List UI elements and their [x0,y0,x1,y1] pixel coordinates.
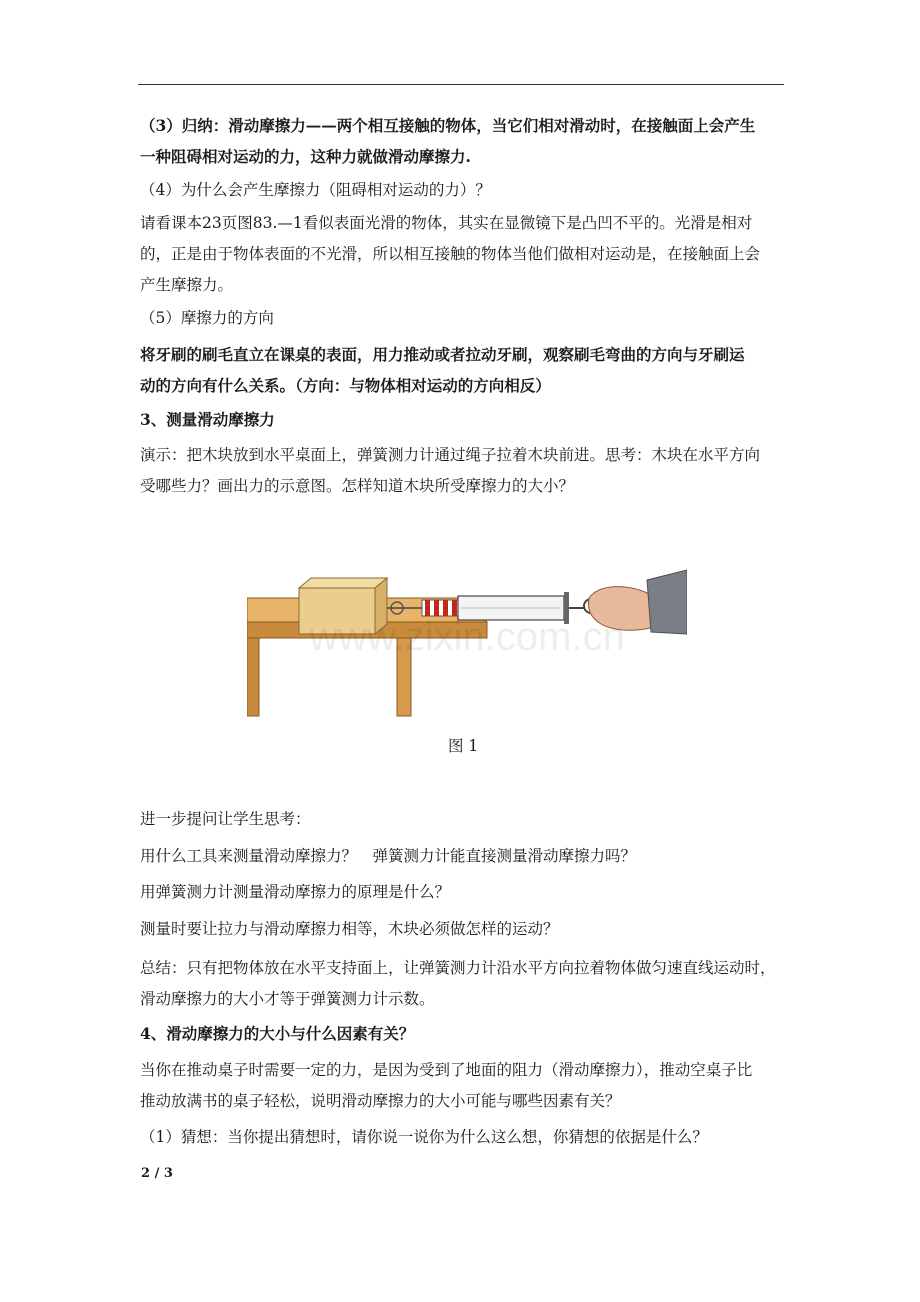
p3-line1: 请看课本23页图83.—1看似表面光滑的物体，其实在显微镜下是凸凹不平的。光滑是相对 [140,214,753,232]
watermark-text: www.zixin.com.cn [309,615,625,659]
p-push-line2: 推动放满书的桌子轻松，说明滑动摩擦力的大小可能与哪些因素有关？ [140,1092,621,1110]
q1-line1: 进一步提问让学生思考： [140,810,311,828]
section-4-heading: 4、滑动摩擦力的大小与什么因素有关？ [140,1024,415,1043]
spring-scale-figure [247,540,687,720]
summary-line2: 滑动摩擦力的大小才等于弹簧测力计示数。 [140,990,435,1008]
spring-band [443,600,448,616]
q3-line1: 用弹簧测力计测量滑动摩擦力的原理是什么？ [140,883,451,901]
summary-line1: 总结：只有把物体放在水平支持面上，让弹簧测力计沿水平方向拉着物体做匀速直线运动时， [140,959,776,977]
spring-band [425,600,430,616]
spring-band [434,600,439,616]
p5-line1: 将牙刷的刷毛直立在课桌的表面，用力推动或者拉动牙刷，观察刷毛弯曲的方向与牙刷运 [140,345,745,364]
p3-line3: 产生摩擦力。 [140,276,234,294]
q4-line1: 测量时要让拉力与滑动摩擦力相等，木块必须做怎样的运动？ [140,920,559,938]
block-top [299,578,387,588]
p5-line2: 动的方向有什么关系。（方向：与物体相对运动的方向相反） [140,376,551,395]
p1-line1: （3）归纳：滑动摩擦力——两个相互接触的物体，当它们相对滑动时，在接触面上会产生 [140,116,756,135]
p3-line2: 的，正是由于物体表面的不光滑，所以相互接触的物体当他们做相对运动是，在接触面上会 [140,245,761,263]
p1-line2: 一种阻碍相对运动的力，这种力就做滑动摩擦力. [140,147,471,166]
section-3-heading: 3、测量滑动摩擦力 [140,410,275,429]
figure-caption: 图 1 [448,737,479,755]
sleeve [647,570,687,634]
p4-line1: （5）摩擦力的方向 [140,309,274,327]
guess-line1: （1）猜想：当你提出猜想时，请你说一说你为什么这么想，你猜想的依据是什么？ [140,1128,708,1146]
header-rule [138,84,784,85]
p7-line2: 受哪些力？画出力的示意图。怎样知道木块所受摩擦力的大小？ [140,477,575,495]
table-leg-left [247,638,259,716]
q2-line1: 用什么工具来测量滑动摩擦力？ 弹簧测力计能直接测量滑动摩擦力吗？ [140,847,637,865]
p7-line1: 演示：把木块放到水平桌面上，弹簧测力计通过绳子拉着木块前进。思考：木块在水平方向 [140,446,761,464]
page-number: 2 / 3 [141,1166,173,1181]
p2-line1: （4）为什么会产生摩擦力（阻碍相对运动的力）？ [140,181,491,199]
p-push-line1: 当你在推动桌子时需要一定的力，是因为受到了地面的阻力（滑动摩擦力），推动空桌子比 [140,1061,753,1079]
spring-band [452,600,457,616]
